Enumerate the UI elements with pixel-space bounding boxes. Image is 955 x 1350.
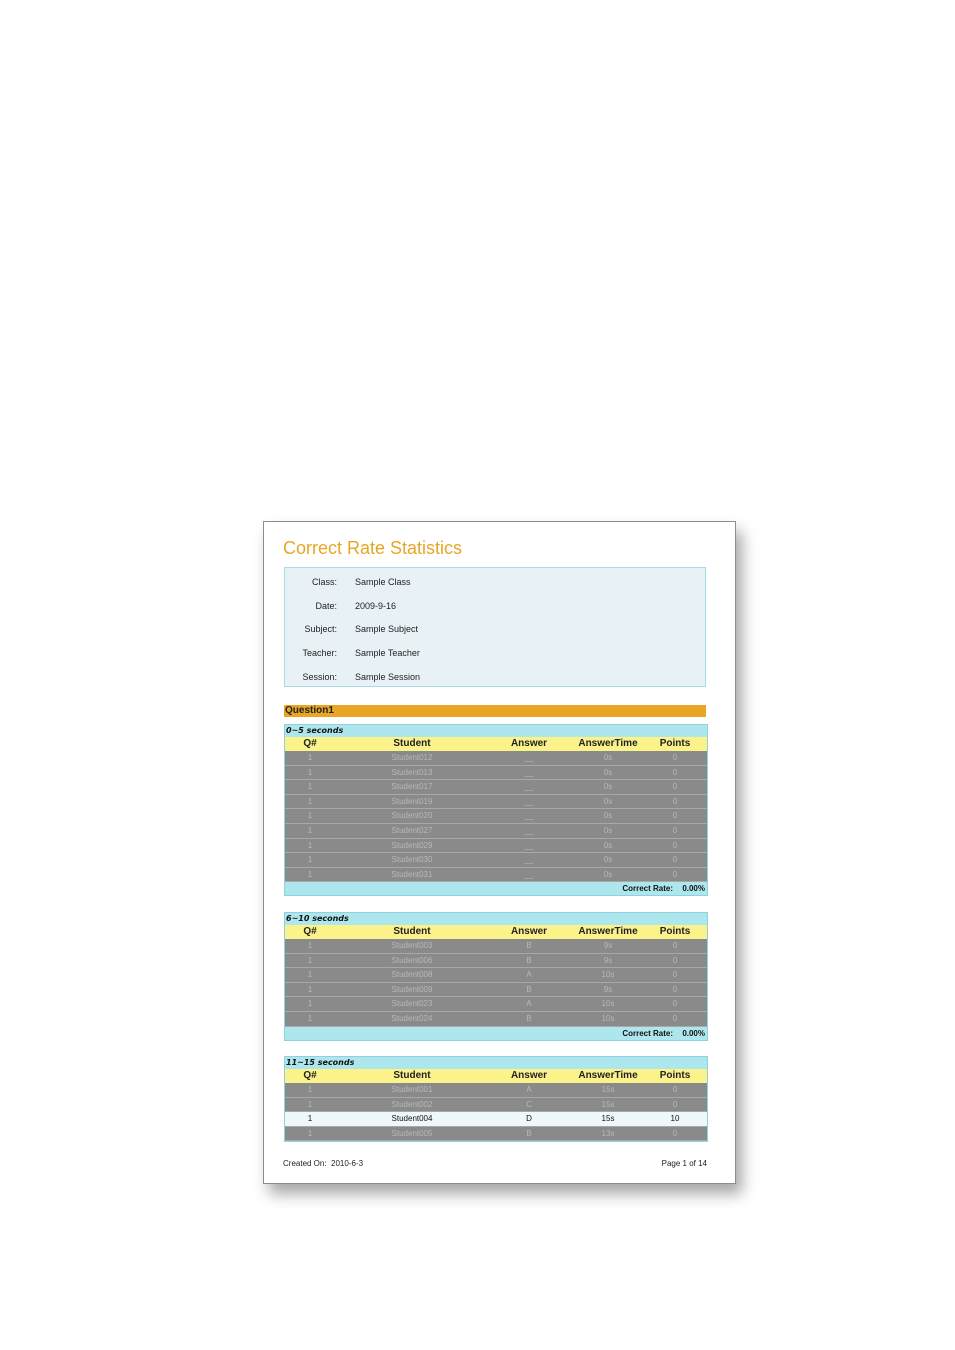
table-header xyxy=(285,1069,707,1083)
cell-student: Student024 xyxy=(391,1013,433,1023)
report-page xyxy=(263,521,736,1184)
cell-student: Student008 xyxy=(391,970,433,980)
cell-student: Student023 xyxy=(391,999,433,1009)
time-group xyxy=(284,724,708,896)
group-title: 6~10 seconds xyxy=(286,914,349,923)
info-value: Sample Subject xyxy=(355,624,419,634)
cell-time: 0s xyxy=(603,825,613,835)
cell-answer: B xyxy=(526,1128,532,1138)
table-row xyxy=(285,795,707,810)
cell-time: 10s xyxy=(601,999,615,1009)
table-row xyxy=(285,780,707,795)
cell-points: 0 xyxy=(672,999,678,1009)
table-row xyxy=(285,939,707,954)
cell-q: 1 xyxy=(307,1085,313,1094)
table-row xyxy=(285,824,707,839)
cell-points: 0 xyxy=(672,782,678,792)
table-row xyxy=(285,997,707,1012)
cell-time: 15s xyxy=(601,1085,615,1094)
cell-student: Student009 xyxy=(391,984,433,994)
cell-answer: __ xyxy=(524,767,534,777)
page-number: Page 1 of 14 xyxy=(661,1159,707,1168)
column-header-points: Points xyxy=(659,1070,691,1081)
info-row xyxy=(285,601,705,615)
cell-q: 1 xyxy=(307,999,313,1009)
cell-points: 0 xyxy=(672,796,678,806)
cell-answer: D xyxy=(526,1114,532,1124)
info-panel xyxy=(284,567,706,687)
table-header xyxy=(285,737,707,751)
cell-student: Student031 xyxy=(391,869,433,879)
group-title: 11~15 seconds xyxy=(286,1058,355,1067)
table-row xyxy=(285,1127,707,1142)
cell-answer: __ xyxy=(524,825,534,835)
cell-points: 0 xyxy=(672,811,678,821)
column-header-q: Q# xyxy=(303,1070,317,1081)
table-row xyxy=(285,954,707,969)
cell-student: Student013 xyxy=(391,767,433,777)
info-label: Teacher: xyxy=(302,648,337,658)
cell-q: 1 xyxy=(307,767,313,777)
info-label: Date: xyxy=(315,601,337,611)
cell-q: 1 xyxy=(307,1114,313,1124)
table-row xyxy=(285,766,707,781)
cell-answer: __ xyxy=(524,796,534,806)
cell-points: 0 xyxy=(672,984,678,994)
cell-points: 0 xyxy=(672,869,678,879)
cell-q: 1 xyxy=(307,970,313,980)
table-row xyxy=(285,1098,707,1113)
cell-answer: C xyxy=(526,1099,532,1109)
info-value: Sample Class xyxy=(355,577,411,587)
cell-student: Student001 xyxy=(391,1085,433,1094)
correct-rate-label: Correct Rate: xyxy=(622,884,673,894)
cell-time: 0s xyxy=(603,782,613,792)
cell-time: 9s xyxy=(603,941,613,950)
cell-student: Student020 xyxy=(391,811,433,821)
cell-points: 10 xyxy=(670,1114,680,1124)
cell-student: Student019 xyxy=(391,796,433,806)
cell-answer: A xyxy=(526,1085,532,1094)
column-header-q: Q# xyxy=(303,738,317,749)
column-header-student: Student xyxy=(393,926,431,937)
cell-answer: __ xyxy=(524,869,534,879)
table-row xyxy=(285,968,707,983)
cell-q: 1 xyxy=(307,1099,313,1109)
cell-q: 1 xyxy=(307,825,313,835)
cell-answer: B xyxy=(526,1013,532,1023)
correct-rate-value: 0.00% xyxy=(682,884,705,894)
cell-student: Student029 xyxy=(391,840,433,850)
column-header-student: Student xyxy=(393,1070,431,1081)
cell-student: Student012 xyxy=(391,753,433,762)
info-row xyxy=(285,672,705,686)
correct-rate-value: 0.00% xyxy=(682,1028,705,1038)
cell-q: 1 xyxy=(307,984,313,994)
cell-answer: A xyxy=(526,999,532,1009)
cell-student: Student005 xyxy=(391,1128,433,1138)
report-title: Correct Rate Statistics xyxy=(283,538,463,558)
table-row xyxy=(285,1012,707,1027)
cell-q: 1 xyxy=(307,869,313,879)
cell-points: 0 xyxy=(672,855,678,865)
cell-q: 1 xyxy=(307,855,313,865)
column-header-points: Points xyxy=(659,738,691,749)
cell-points: 0 xyxy=(672,955,678,965)
cell-answer: __ xyxy=(524,753,534,762)
time-group xyxy=(284,912,708,1041)
cell-q: 1 xyxy=(307,811,313,821)
cell-time: 0s xyxy=(603,796,613,806)
cell-answer: __ xyxy=(524,782,534,792)
cell-points: 0 xyxy=(672,767,678,777)
cell-time: 10s xyxy=(601,970,615,980)
correct-rate-label: Correct Rate: xyxy=(622,1028,673,1038)
cell-time: 0s xyxy=(603,767,613,777)
column-header-answer: Answer xyxy=(510,738,548,749)
info-value: Sample Session xyxy=(355,672,421,682)
cell-answer: B xyxy=(526,955,532,965)
cell-time: 9s xyxy=(603,984,613,994)
cell-answer: B xyxy=(526,984,532,994)
table-row xyxy=(285,868,707,883)
info-value: 2009-9-16 xyxy=(355,601,397,611)
cell-points: 0 xyxy=(672,1128,678,1138)
cell-points: 0 xyxy=(672,753,678,762)
question-header: Question1 xyxy=(284,705,706,717)
cell-time: 13s xyxy=(601,1128,615,1138)
table-header xyxy=(285,925,707,939)
column-header-time: AnswerTime xyxy=(578,738,638,749)
created-label: Created On: xyxy=(283,1159,327,1168)
cell-points: 0 xyxy=(672,1085,678,1094)
cell-q: 1 xyxy=(307,796,313,806)
column-header-points: Points xyxy=(659,926,691,937)
cell-time: 9s xyxy=(603,955,613,965)
cell-q: 1 xyxy=(307,840,313,850)
cell-q: 1 xyxy=(307,1013,313,1023)
cell-points: 0 xyxy=(672,970,678,980)
correct-rate-row xyxy=(285,882,707,895)
created-on xyxy=(283,1159,363,1168)
table-row xyxy=(285,1083,707,1098)
cell-points: 0 xyxy=(672,825,678,835)
cell-student: Student002 xyxy=(391,1099,433,1109)
info-row xyxy=(285,624,705,638)
cell-student: Student030 xyxy=(391,855,433,865)
column-header-q: Q# xyxy=(303,926,317,937)
cell-q: 1 xyxy=(307,955,313,965)
cell-answer: A xyxy=(526,970,532,980)
table-row xyxy=(285,839,707,854)
info-label: Class: xyxy=(311,577,337,587)
correct-rate-row xyxy=(285,1027,707,1040)
cell-q: 1 xyxy=(307,782,313,792)
cell-time: 0s xyxy=(603,855,613,865)
info-row xyxy=(285,648,705,662)
cell-student: Student003 xyxy=(391,941,433,950)
cell-student: Student017 xyxy=(391,782,433,792)
column-header-time: AnswerTime xyxy=(578,1070,638,1081)
column-header-answer: Answer xyxy=(510,926,548,937)
time-group xyxy=(284,1056,708,1142)
info-value: Sample Teacher xyxy=(355,648,420,658)
created-value: 2010-6-3 xyxy=(331,1159,364,1168)
cell-time: 10s xyxy=(601,1013,615,1023)
cell-answer: __ xyxy=(524,840,534,850)
cell-points: 0 xyxy=(672,1013,678,1023)
cell-time: 15s xyxy=(601,1114,615,1124)
cell-time: 15s xyxy=(601,1099,615,1109)
cell-student: Student027 xyxy=(391,825,433,835)
column-header-answer: Answer xyxy=(510,1070,548,1081)
cell-time: 0s xyxy=(603,811,613,821)
cell-answer: __ xyxy=(524,855,534,865)
cell-q: 1 xyxy=(307,1128,313,1138)
cell-student: Student004 xyxy=(391,1114,433,1124)
cell-points: 0 xyxy=(672,840,678,850)
cell-time: 0s xyxy=(603,840,613,850)
info-label: Subject: xyxy=(304,624,337,634)
table-row xyxy=(285,809,707,824)
cell-answer: __ xyxy=(524,811,534,821)
info-label: Session: xyxy=(302,672,337,682)
group-title: 0~5 seconds xyxy=(286,726,344,735)
info-row xyxy=(285,577,705,591)
cell-time: 0s xyxy=(603,753,613,762)
table-row xyxy=(285,751,707,766)
cell-q: 1 xyxy=(307,753,313,762)
table-row xyxy=(285,853,707,868)
cell-time: 0s xyxy=(603,869,613,879)
cell-q: 1 xyxy=(307,941,313,950)
cell-points: 0 xyxy=(672,1099,678,1109)
column-header-student: Student xyxy=(393,738,431,749)
table-row xyxy=(285,1112,707,1127)
table-row xyxy=(285,983,707,998)
cell-student: Student006 xyxy=(391,955,433,965)
cell-answer: B xyxy=(526,941,532,950)
column-header-time: AnswerTime xyxy=(578,926,638,937)
cell-points: 0 xyxy=(672,941,678,950)
